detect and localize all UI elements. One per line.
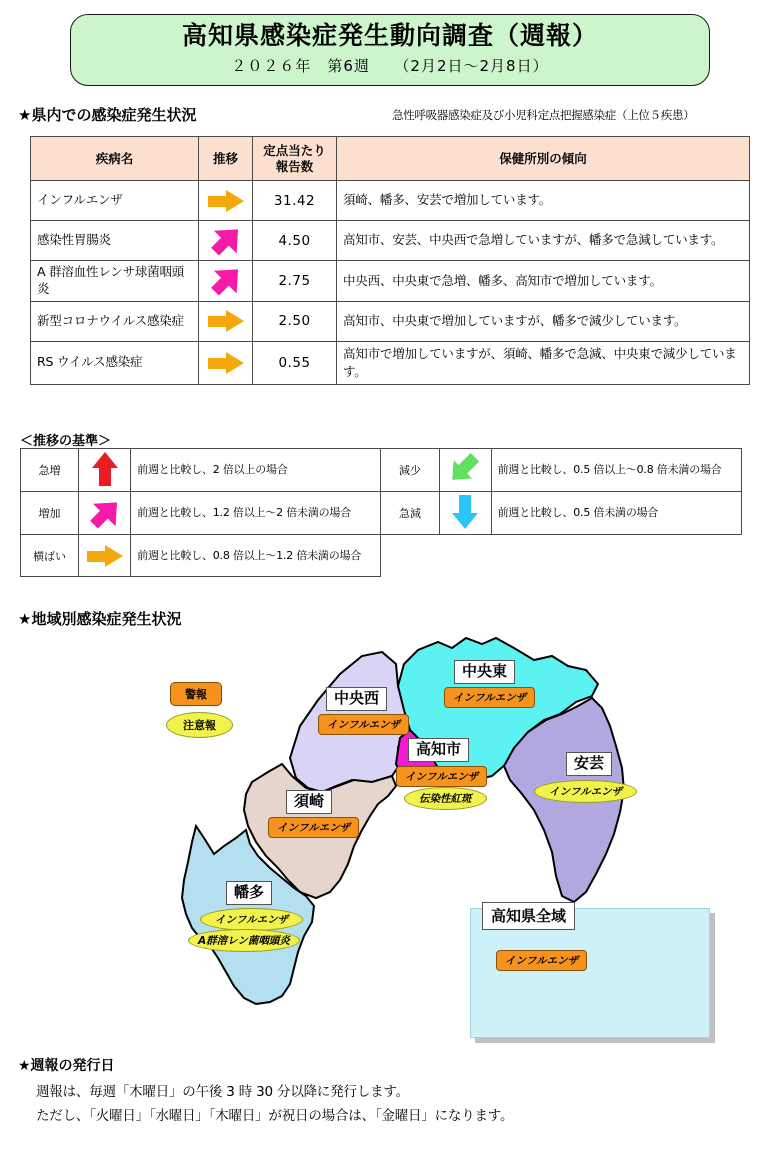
section-heading-regional: ★地域別感染症発生状況	[18, 610, 182, 628]
table-row	[31, 181, 750, 221]
right-arrow-icon	[208, 310, 244, 332]
section-note-statewide: 急性呼吸器感染症及び小児科定点把握感染症（上位５疾患）	[392, 108, 695, 122]
criteria-label-増加: 増加	[21, 492, 79, 535]
criteria-empty-cell	[381, 535, 742, 577]
map-label-chuonishi: 中央西	[326, 687, 387, 711]
table-row	[31, 341, 750, 384]
map-badge-susaki-0: インフルエンザ	[268, 817, 359, 838]
page-title: 高知県感染症発生動向調査（週報）	[181, 21, 598, 50]
criteria-description: 前週と比較し、0.5 倍未満の場合	[491, 492, 741, 535]
criteria-label-減少: 減少	[381, 449, 439, 492]
cell-trend-横ばい	[199, 181, 253, 221]
cell-trend-横ばい	[199, 341, 253, 384]
cell-disease-name: A 群溶血性レンサ球菌咽頭炎	[31, 261, 199, 302]
criteria-label-急減: 急減	[381, 492, 439, 535]
criteria-row	[21, 449, 742, 492]
cell-count: 0.55	[253, 341, 337, 384]
up-right-arrow-icon	[204, 218, 248, 262]
right-arrow-icon	[87, 545, 123, 567]
cell-trend-増加	[199, 221, 253, 261]
table-header-row	[31, 137, 750, 181]
cell-trend-増加	[199, 261, 253, 302]
legend-warning-badge: 警報	[170, 682, 222, 706]
map-label-kochi-city: 高知市	[408, 738, 469, 762]
trend-criteria-table	[20, 448, 742, 577]
report-period: ２０２６年 第6週 （2月2日～2月8日）	[231, 57, 549, 75]
criteria-icon-cell	[79, 449, 131, 492]
table-row	[31, 301, 750, 341]
cell-disease-name: RS ウイルス感染症	[31, 341, 199, 384]
criteria-label-急増: 急増	[21, 449, 79, 492]
cell-disease-name: 感染性胃腸炎	[31, 221, 199, 261]
col-header-disease: 疾病名	[31, 137, 199, 181]
criteria-icon-cell	[79, 535, 131, 577]
map-badge-hata-0: インフルエンザ	[200, 908, 303, 931]
cell-trend-横ばい	[199, 301, 253, 341]
map-label-chuohigashi: 中央東	[454, 660, 515, 684]
map-label-susaki: 須崎	[286, 790, 332, 814]
criteria-row	[21, 535, 742, 577]
col-header-count	[253, 137, 337, 181]
table-row	[31, 261, 750, 302]
section-heading-statewide: ★県内での感染症発生状況	[18, 106, 197, 124]
col-header-count-line2: 報告数	[275, 158, 314, 174]
criteria-icon-cell	[79, 492, 131, 535]
criteria-description: 前週と比較し、1.2 倍以上～2 倍未満の場合	[131, 492, 381, 535]
up-right-arrow-icon	[83, 491, 127, 535]
criteria-label-横ばい: 横ばい	[21, 535, 79, 577]
criteria-row	[21, 492, 742, 535]
cell-description: 高知市で増加していますが、須崎、幡多で急減、中央東で減少しています。	[337, 341, 750, 384]
map-badge-aki-0: インフルエンザ	[534, 780, 637, 803]
right-arrow-icon	[208, 352, 244, 374]
footer-line-1: 週報は、毎週「木曜日」の午後 3 時 30 分以降に発行します。	[36, 1084, 409, 1100]
prefecture-wide-label: 高知県全域	[482, 902, 575, 930]
criteria-description: 前週と比較し、0.8 倍以上～1.2 倍未満の場合	[131, 535, 381, 577]
criteria-icon-cell	[439, 449, 491, 492]
cell-description: 中央西、中央東で急増、幡多、高知市で増加しています。	[337, 261, 750, 302]
cell-count: 2.75	[253, 261, 337, 302]
map-label-hata: 幡多	[226, 881, 272, 905]
regional-map	[0, 630, 780, 1050]
map-badge-chuonishi-0: インフルエンザ	[318, 714, 409, 735]
map-badge-kochi-city-1: 伝染性紅斑	[404, 787, 487, 810]
right-arrow-icon	[208, 190, 244, 212]
col-header-description: 保健所別の傾向	[337, 137, 750, 181]
footer-line-2: ただし、「火曜日」「水曜日」「木曜日」が祝日の場合は、「金曜日」になります。	[36, 1108, 514, 1124]
cell-disease-name: 新型コロナウイルス感染症	[31, 301, 199, 341]
criteria-heading: ＜推移の基準＞	[20, 434, 112, 449]
down-arrow-icon	[452, 495, 478, 529]
cell-disease-name: インフルエンザ	[31, 181, 199, 221]
disease-summary-table	[30, 136, 750, 385]
map-badge-hata-1: A群溶レン菌咽頭炎	[188, 929, 300, 952]
col-header-count-line1: 定点当たり	[263, 142, 326, 158]
up-right-arrow-icon	[204, 258, 248, 302]
cell-description: 高知市、安芸、中央西で急増していますが、幡多で急減しています。	[337, 221, 750, 261]
criteria-icon-cell	[439, 492, 491, 535]
prefecture-wide-badge-0: インフルエンザ	[496, 950, 587, 971]
footer-heading: ★週報の発行日	[18, 1058, 115, 1074]
map-badge-kochi-city-0: インフルエンザ	[396, 766, 487, 787]
criteria-description: 前週と比較し、0.5 倍以上～0.8 倍未満の場合	[491, 449, 741, 492]
up-arrow-icon	[92, 452, 118, 486]
cell-description: 高知市、中央東で増加していますが、幡多で減少しています。	[337, 301, 750, 341]
cell-count: 31.42	[253, 181, 337, 221]
col-header-trend: 推移	[199, 137, 253, 181]
table-row	[31, 221, 750, 261]
down-right-arrow-icon	[443, 448, 487, 492]
legend-advisory-badge: 注意報	[166, 712, 233, 738]
map-label-aki: 安芸	[566, 752, 612, 776]
map-badge-chuohigashi-0: インフルエンザ	[444, 687, 535, 708]
cell-description: 須崎、幡多、安芸で増加しています。	[337, 181, 750, 221]
report-title-banner	[70, 14, 710, 86]
cell-count: 2.50	[253, 301, 337, 341]
cell-count: 4.50	[253, 221, 337, 261]
criteria-description: 前週と比較し、2 倍以上の場合	[131, 449, 381, 492]
